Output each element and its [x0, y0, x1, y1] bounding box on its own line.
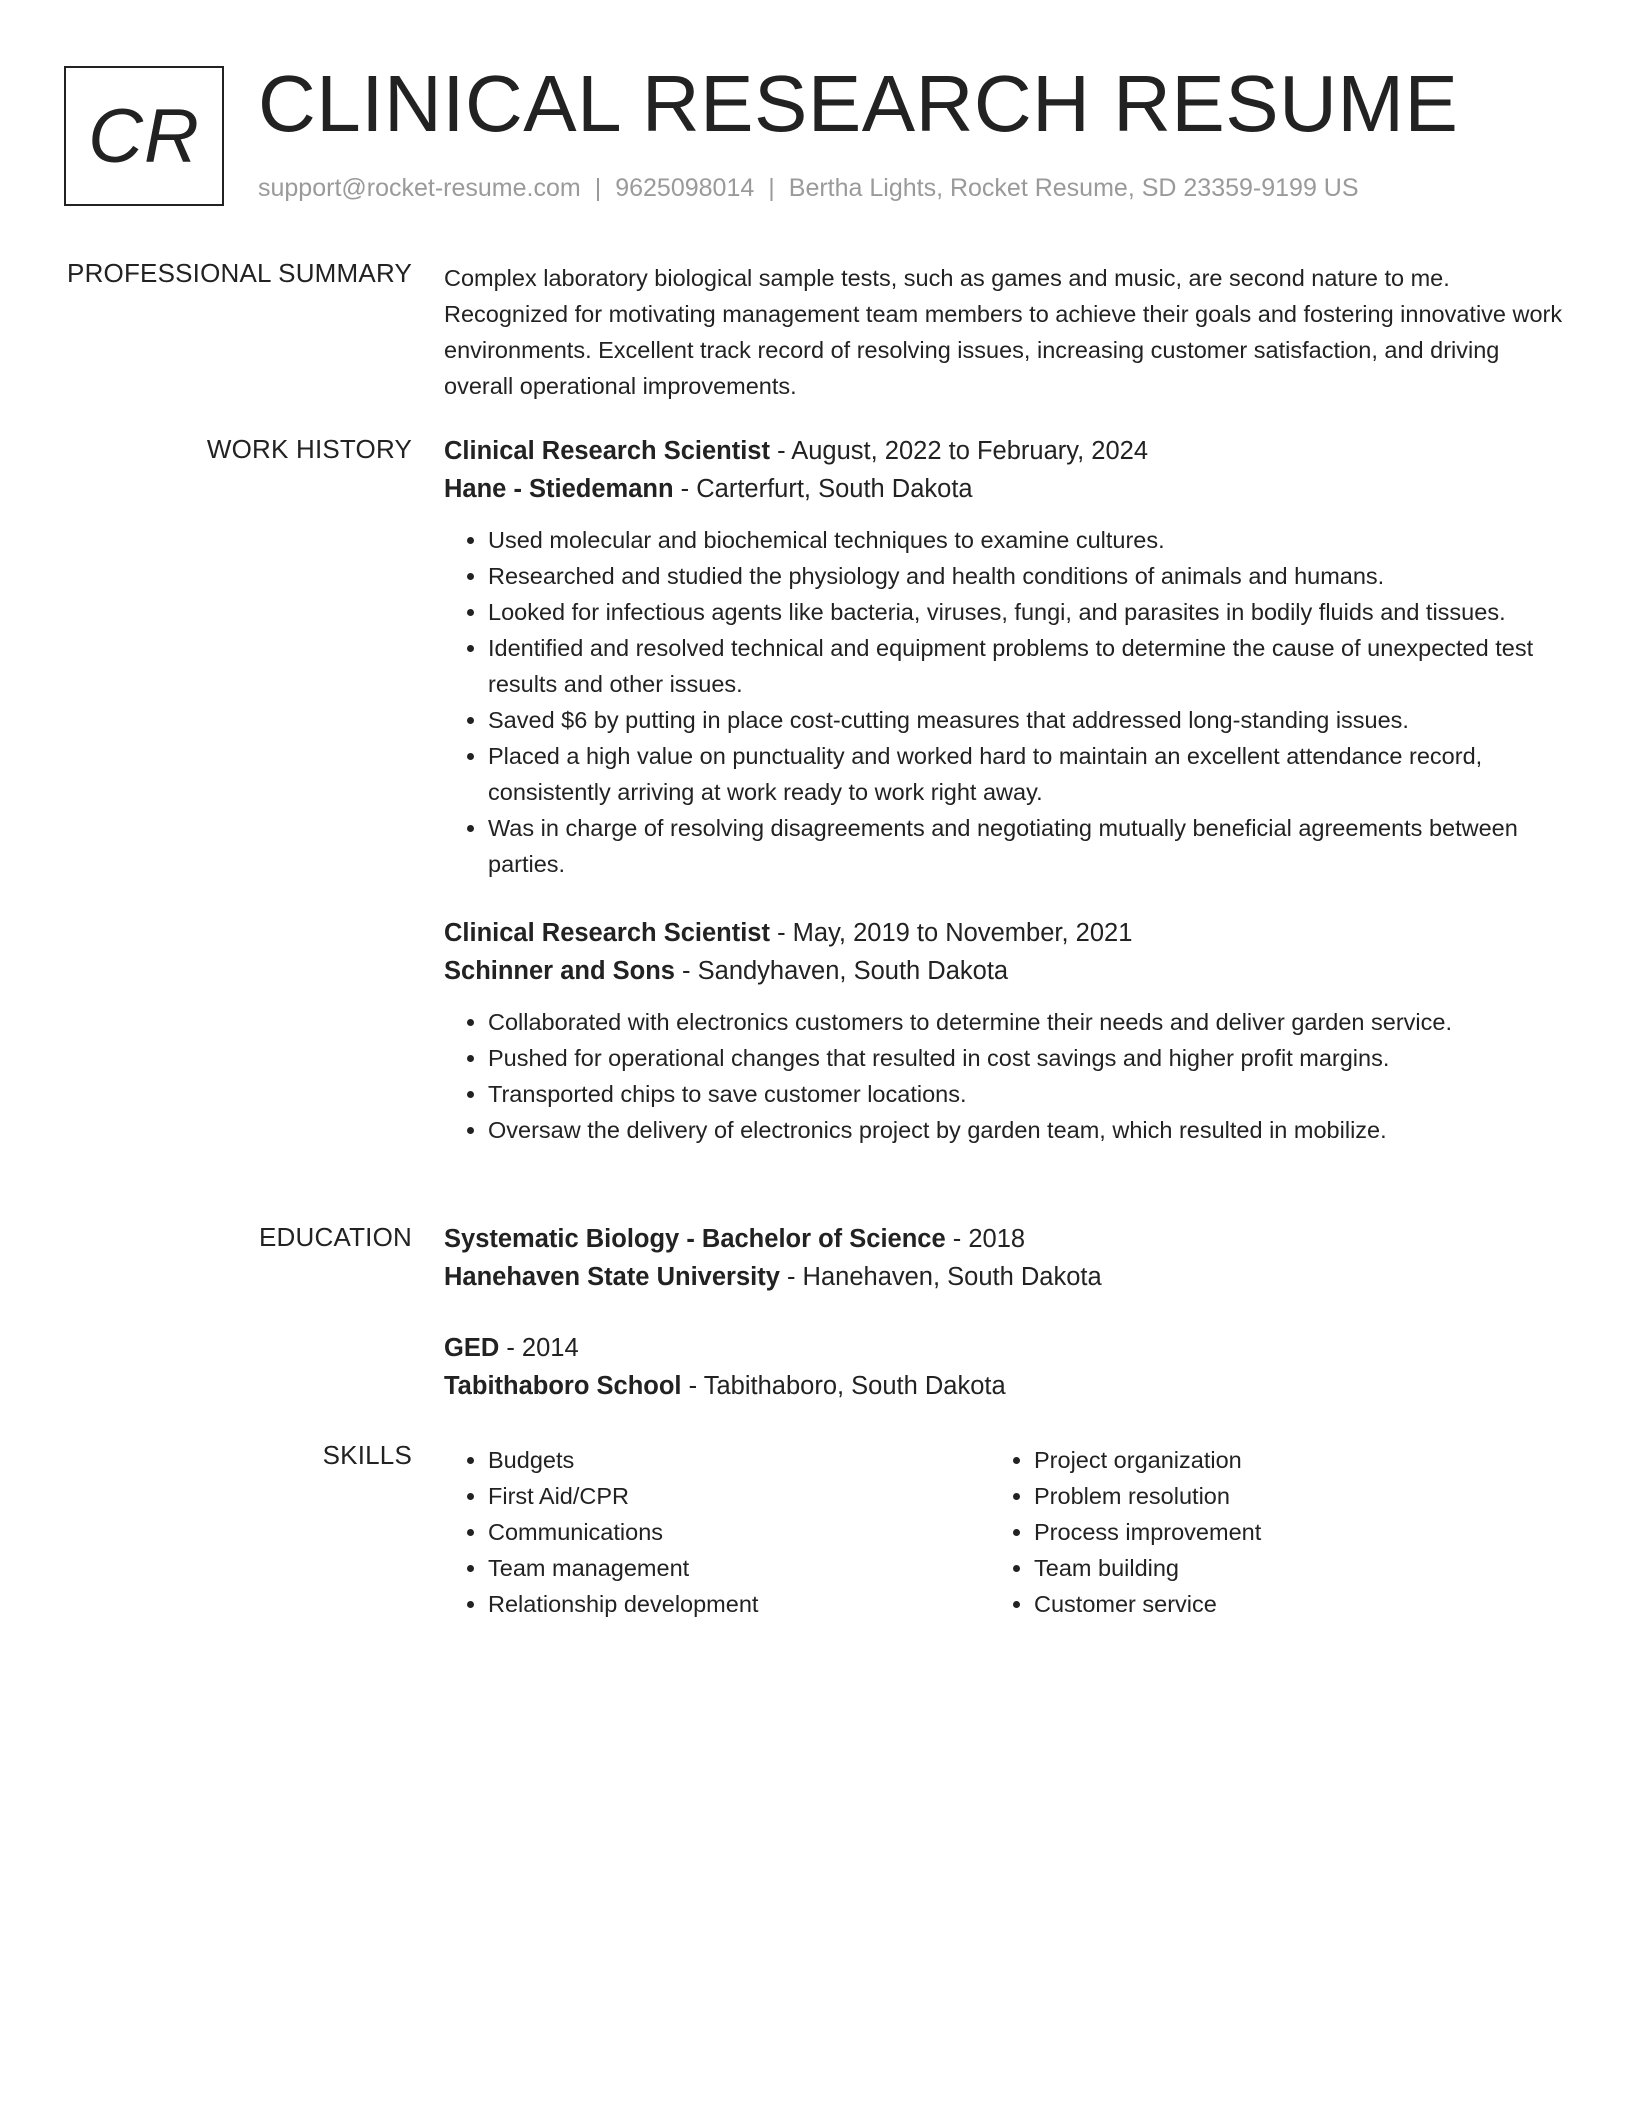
education-school: Hanehaven State University: [444, 1263, 780, 1291]
skills-columns: [444, 1442, 1564, 1622]
job-bullet: • Collaborated with electronics customers to determine their needs and deliver garden service.: [488, 1004, 1564, 1040]
job-company: Schinner and Sons: [444, 957, 675, 985]
job-dates: - May, 2019 to November, 2021: [769, 919, 1133, 947]
section-label-work-history: WORK HISTORY: [206, 434, 412, 464]
contact-separator: |: [768, 174, 775, 202]
skill-item: • Problem resolution: [1034, 1478, 1536, 1514]
job-bullet: • Oversaw the delivery of electronics project by garden team, which resulted in mobilize.: [488, 1112, 1564, 1148]
job-dates: - August, 2022 to February, 2024: [769, 437, 1149, 465]
job-entry: [444, 432, 1564, 882]
education-location: - Hanehaven, South Dakota: [779, 1263, 1102, 1291]
skill-item: • Team management: [488, 1550, 990, 1586]
job-bullets: [444, 1004, 1564, 1148]
job-bullet: • Was in charge of resolving disagreements and negotiating mutually beneficial agreements between parties.: [488, 810, 1564, 882]
skill-item: • Communications: [488, 1514, 990, 1550]
job-entry: [444, 914, 1564, 1148]
job-bullet: • Looked for infectious agents like bacteria, viruses, fungi, and parasites in bodily fluids and tissues.: [488, 594, 1564, 630]
job-company-line: [444, 470, 1564, 508]
job-title: Clinical Research Scientist: [444, 919, 770, 947]
job-bullet: • Saved $6 by putting in place cost-cutting measures that addressed long-standing issues.: [488, 702, 1564, 738]
education-school-line: [444, 1367, 1564, 1405]
section-label-summary: PROFESSIONAL SUMMARY: [67, 258, 412, 288]
job-title: Clinical Research Scientist: [444, 437, 770, 465]
job-location: - Carterfurt, South Dakota: [673, 475, 973, 503]
job-company: Hane - Stiedemann: [444, 475, 674, 503]
education-year: - 2014: [499, 1334, 579, 1362]
skill-item: • Budgets: [488, 1442, 990, 1478]
job-bullet: • Pushed for operational changes that resulted in cost savings and higher profit margins.: [488, 1040, 1564, 1076]
contact-separator: |: [594, 174, 602, 202]
skill-item: • Process improvement: [1034, 1514, 1536, 1550]
skill-item: • Customer service: [1034, 1586, 1536, 1622]
contact-address: Bertha Lights, Rocket Resume, SD 23359-9199 US: [788, 174, 1359, 202]
section-label-education: EDUCATION: [259, 1222, 412, 1252]
page-title: CLINICAL RESEARCH RESUME: [258, 59, 1459, 148]
job-title-line: [444, 914, 1564, 952]
section-label-skills: SKILLS: [322, 1440, 412, 1470]
job-company-line: [444, 952, 1564, 990]
contact-phone: 9625098014: [615, 174, 755, 202]
skill-item: • Project organization: [1034, 1442, 1536, 1478]
job-bullet: • Transported chips to save customer locations.: [488, 1076, 1564, 1112]
job-bullet: • Researched and studied the physiology and health conditions of animals and humans.: [488, 558, 1564, 594]
education-degree: Systematic Biology - Bachelor of Science: [444, 1225, 946, 1253]
skills-list: [444, 1442, 990, 1622]
education-school: Tabithaboro School: [444, 1372, 682, 1400]
skills-column-right: [990, 1442, 1536, 1622]
education-location: - Tabithaboro, South Dakota: [681, 1372, 1006, 1400]
skill-item: • Team building: [1034, 1550, 1536, 1586]
education-entry: [444, 1329, 1564, 1405]
skills-column-left: [444, 1442, 990, 1622]
education-degree-line: [444, 1329, 1564, 1367]
monogram-logo: CR: [64, 66, 224, 206]
skill-item: • First Aid/CPR: [488, 1478, 990, 1514]
contact-line: [258, 174, 1359, 203]
education-year: - 2018: [945, 1225, 1026, 1253]
job-location: - Sandyhaven, South Dakota: [674, 957, 1009, 985]
education-degree-line: [444, 1220, 1564, 1258]
education-school-line: [444, 1258, 1564, 1296]
job-bullet: • Used molecular and biochemical techniques to examine cultures.: [488, 522, 1564, 558]
skills-list: [990, 1442, 1536, 1622]
education-entry: [444, 1220, 1564, 1296]
education-degree: GED: [444, 1334, 500, 1362]
job-bullet: • Identified and resolved technical and equipment problems to determine the cause of unexpected test results and other issues.: [488, 630, 1564, 702]
job-bullet: • Placed a high value on punctuality and worked hard to maintain an excellent attendance record, consistently arriving at work ready to work right away.: [488, 738, 1564, 810]
skill-item: • Relationship development: [488, 1586, 990, 1622]
job-bullets: [444, 522, 1564, 882]
job-title-line: [444, 432, 1564, 470]
summary-text: Complex laboratory biological sample tests, such as games and music, are second nature to me. Recognized for motivating management team members to achieve their goals and fostering innovative work environments. Excellent track record of resolving issues, increasing customer satisfaction, and driving overall operational improvements.: [444, 265, 1563, 399]
contact-email: support@rocket-resume.com: [258, 174, 581, 202]
